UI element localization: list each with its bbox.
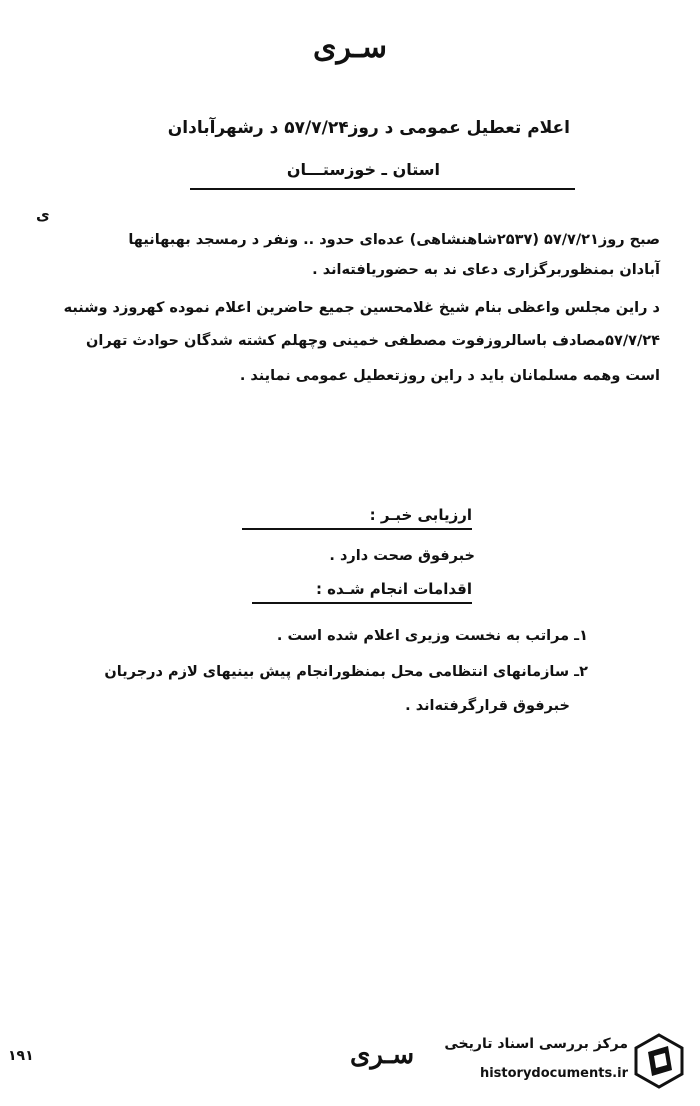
archive-logo-icon [632, 1032, 686, 1090]
body-line: صبح روز۵۷/۷/۲۱ (۲۵۳۷شاهنشاهی) عده‌ای حدود .. ونفر د رمسجد بهبهانیها [128, 232, 660, 248]
watermark-url: historydocuments.ir [479, 1066, 628, 1081]
margin-mark: ى [36, 206, 50, 224]
body-line: است وهمه مسلمانان باید د راین روزتعطیل عمومی نمایند . [239, 368, 660, 384]
action-item: ۲ـ سازمانهای انتظامی محل بمنظورانجام پیش بینیهای لازم درجریان [104, 664, 588, 680]
evaluation-heading: ارزیابی خبـر : [369, 506, 472, 524]
watermark-text: مرکز بررسی اسناد تاریخی [444, 1036, 628, 1052]
classification-footer: سـرى [350, 1040, 415, 1070]
archive-watermark [444, 1026, 690, 1098]
actions-underline [252, 602, 472, 604]
page-number: ۱۹۱ [8, 1048, 34, 1064]
action-item: خبرفوق قرارگرفته‌اند . [405, 698, 570, 714]
classification-header: سـرى [313, 30, 387, 65]
body-line: ۵۷/۷/۲۴مصادف باسالروزفوت مصطفی خمینی وچهلم کشته شدگان حوادث تهران [86, 333, 660, 349]
document-title: اعلام تعطیل عمومی د روز۵۷/۷/۲۴ د رشهرآبادان [167, 118, 570, 138]
evaluation-text: خبرفوق صحت دارد . [329, 548, 475, 564]
actions-heading: اقدامات انجام شـده : [315, 580, 472, 598]
body-line: آبادان بمنظوربرگزاری دعای ند به حضوریافته‌اند . [312, 262, 660, 278]
evaluation-underline [242, 528, 472, 530]
title-underline [190, 188, 575, 190]
body-line: د راین مجلس واعظی بنام شیخ غلامحسین جمیع حاضرین اعلام نموده کهروزد وشنبه [63, 300, 660, 316]
document-subtitle: استان ـ خوزستـــان [286, 160, 440, 179]
action-item: ۱ـ مراتب به نخست وزیری اعلام شده است . [276, 628, 588, 644]
